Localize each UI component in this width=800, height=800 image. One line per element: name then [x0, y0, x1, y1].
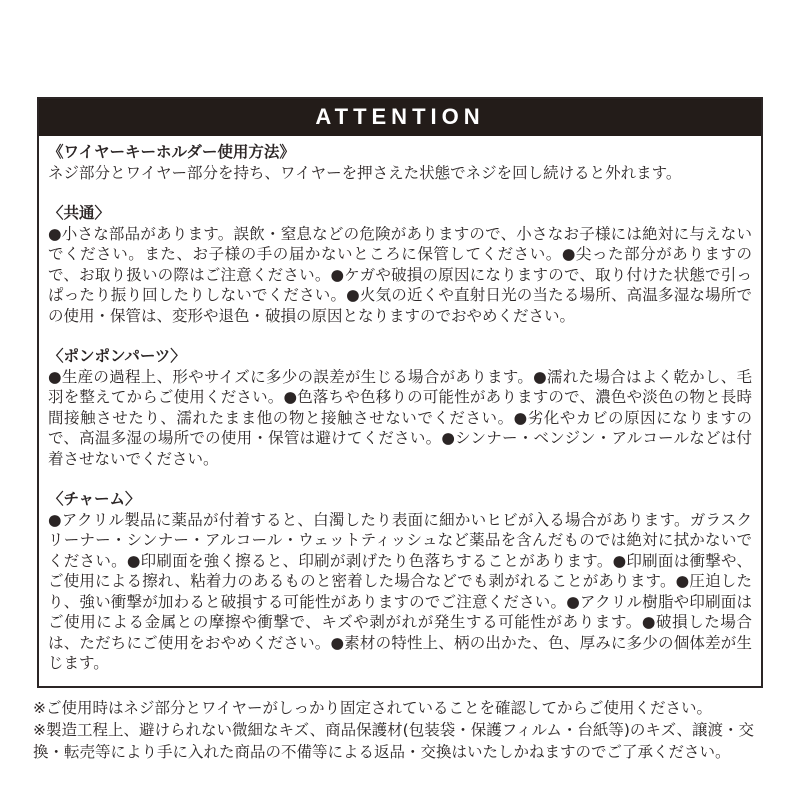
footnote-manufacturing: ※製造工程上、避けられない微細なキズ、商品保護材(包装袋・保護フィルム・台紙等)のキズ、譲渡・交換・転売等により手に入れた商品の不備等による返品・交換はいたしかねますのでご了承ください。	[33, 720, 755, 761]
section-charm	[48, 489, 752, 674]
footnotes	[33, 697, 773, 763]
footnote-wire-fixed: ※ご使用時はネジ部分とワイヤーがしっかり固定されていることを確認してからご使用ください。	[33, 698, 713, 717]
section-usage	[48, 142, 752, 183]
charm-section-body: ●アクリル製品に薬品が付着すると、白濁したり表面に細かいヒビが入る場合があります。ガラスクリーナー・シンナー・アルコール・ウェットティッシュなど薬品を含んだものでは絶対に拭かないでください。●印刷面を強く擦ると、印刷が剥げたり色落ちすることがあります。●印刷面は衝撃や、ご使用による擦れ、粘着力のあるものと密着した場合などでも剥がれることがあります。●圧迫したり、強い衝撃が加わると破損する可能性がありますのでご注意ください。●アクリル樹脂や印刷面はご使用による金属との摩擦や衝撃で、キズや剥がれが発生する可能性があります。●破損した場合は、ただちにご使用をおやめください。●素材の特性上、柄の出かた、色、厚みに多少の個体差が生じます。	[48, 510, 752, 672]
common-section-title: 〈共通〉	[48, 204, 111, 222]
notice-box	[37, 97, 763, 688]
usage-section-title: 《ワイヤーキーホルダー使用方法》	[48, 143, 295, 161]
section-common	[48, 203, 752, 326]
notice-content	[39, 136, 761, 686]
charm-section-title: 〈チャーム〉	[48, 490, 141, 508]
attention-header-bar	[39, 99, 761, 136]
pompom-section-title: 〈ポンポンパーツ〉	[48, 347, 186, 365]
common-section-body: ●小さな部品があります。誤飲・窒息などの危険がありますので、小さなお子様には絶対に与えないでください。また、お子様の手の届かないところに保管してください。●尖った部分がありますので、お取り扱いの際はご注意ください。●ケガや破損の原因になりますので、取り付けた状態で引っぱったり振り回したりしないでください。●火気の近くや直射日光の当たる場所、高温多湿な場所での使用・保管は、変形や退色・破損の原因となりますのでおやめください。	[48, 224, 752, 325]
usage-section-body: ネジ部分とワイヤー部分を持ち、ワイヤーを押さえた状態でネジを回し続けると外れます。	[48, 163, 682, 182]
attention-title: ATTENTION	[315, 104, 485, 129]
section-pompom-parts	[48, 346, 752, 469]
pompom-section-body: ●生産の過程上、形やサイズに多少の誤差が生じる場合があります。●濡れた場合はよく乾かし、毛羽を整えてからご使用ください。●色落ちや色移りの可能性がありますので、濃色や淡色の物と長時間接触させたり、濡れたまま他の物と接触させないでください。●劣化やカビの原因になりますので、高温多湿の場所での使用・保管は避けてください。●シンナー・ベンジン・アルコールなどは付着させないでください。	[48, 367, 752, 468]
